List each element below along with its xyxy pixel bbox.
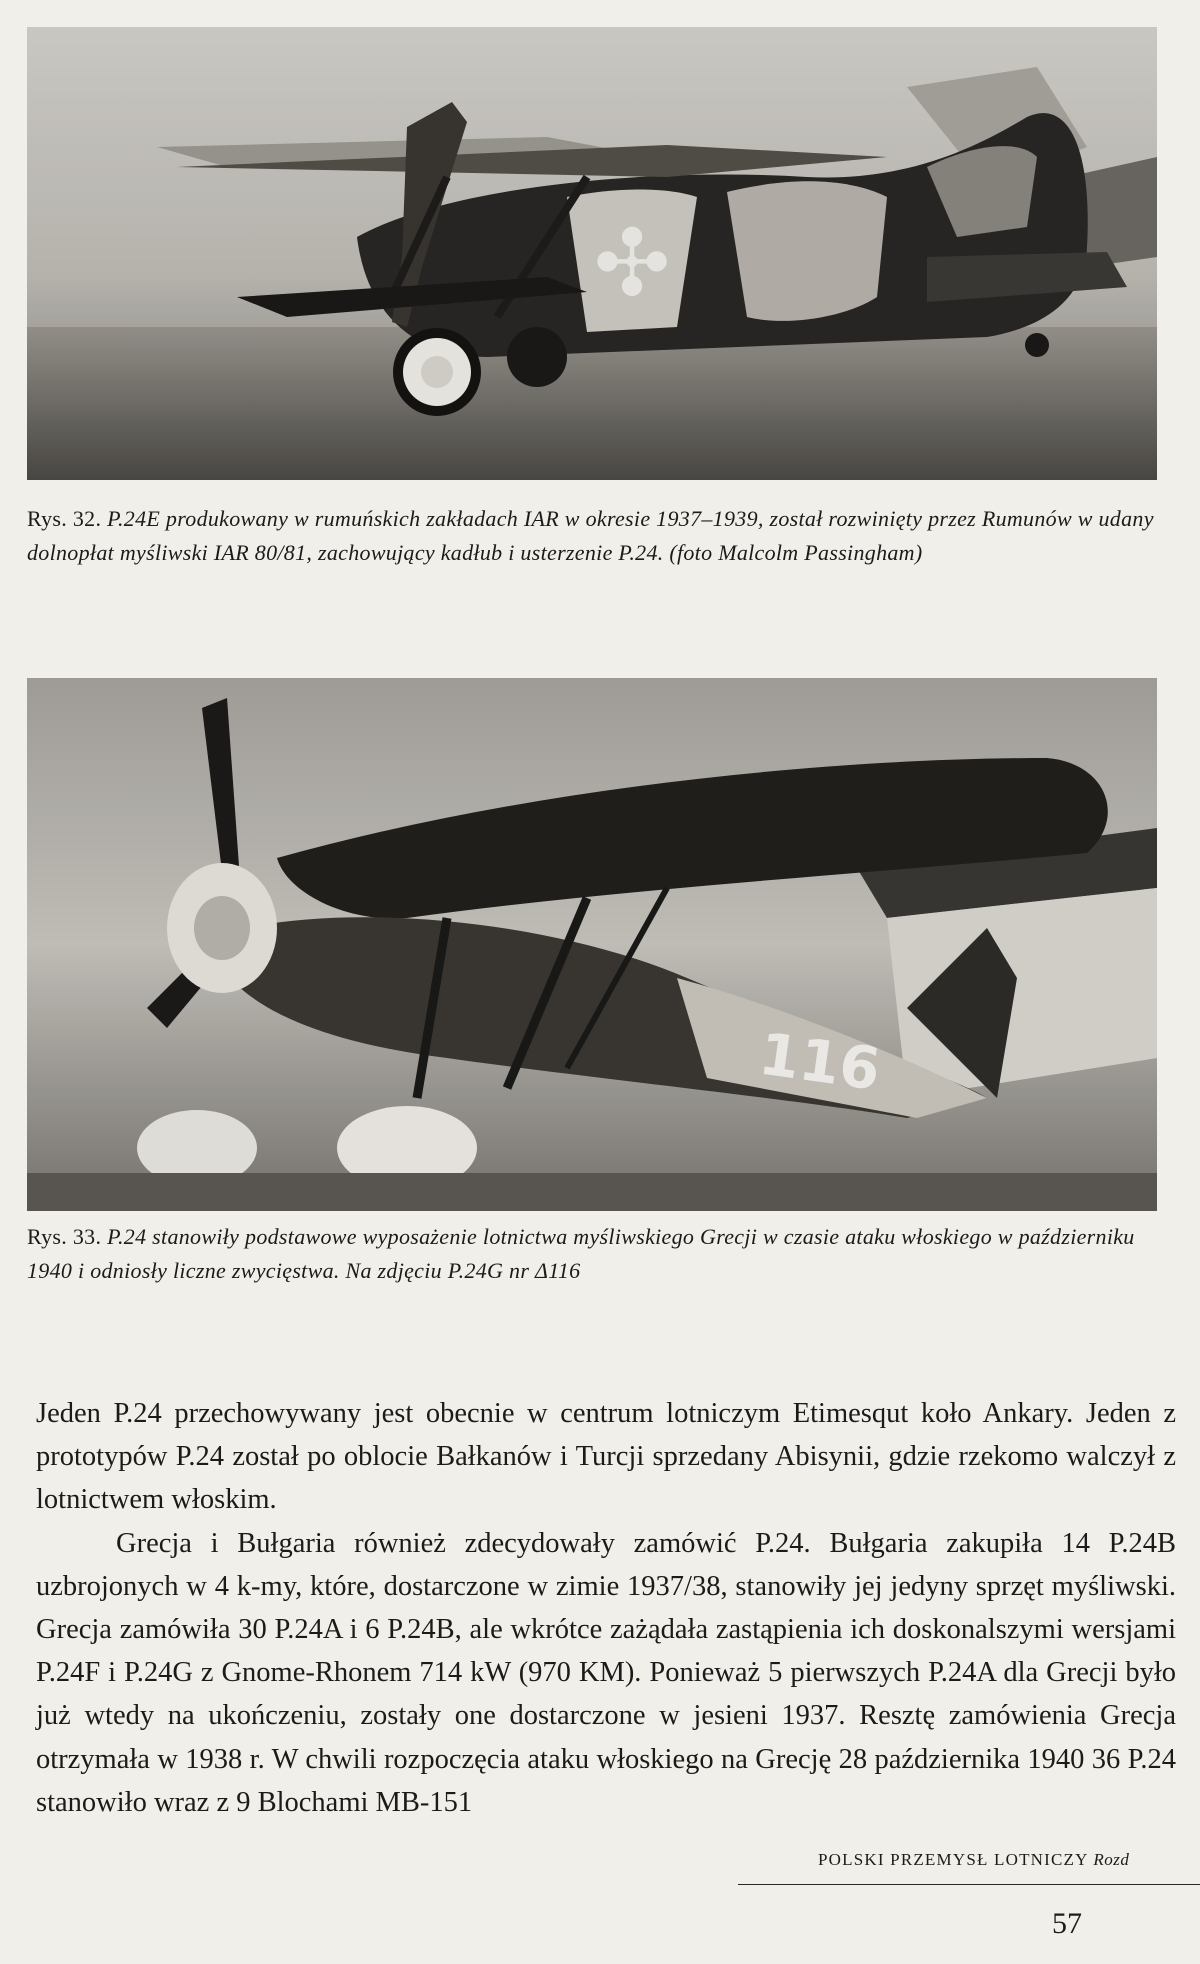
page-number: 57: [1052, 1907, 1082, 1940]
figure-caption-33: [27, 1220, 1167, 1288]
figure-caption-text-32: P.24E produkowany w rumuńskich zakładach IAR w okresie 1937–1939, został rozwinięty przez Rumunów w udany dolnopłat myśliwski IAR 80/81, zachowujący kadłub i usterzenie P.24. (foto Malcolm Passingham): [27, 506, 1154, 565]
aircraft-number-marking: 116: [755, 1019, 885, 1104]
running-head: [818, 1850, 1129, 1870]
photo-p24e-iar: [27, 27, 1157, 480]
running-head-chapter: Rozd: [1093, 1850, 1130, 1869]
body-text: [36, 1392, 1176, 1824]
figure-caption-32: [27, 502, 1167, 570]
photo-p24g-greece: [27, 678, 1157, 1211]
aircraft-photo-2: [27, 678, 1157, 1211]
footer-rule: [738, 1884, 1200, 1885]
cross-marking: ✣: [593, 210, 671, 317]
aircraft-photo-1: [27, 27, 1157, 480]
paragraph-2: Grecja i Bułgaria również zdecydowały zamówić P.24. Bułgaria zakupiła 14 P.24B uzbrojonych w 4 k-my, które, dostarczone w zimie 1937/38, stanowiły jej jedyny sprzęt myśliwski. Grecja zamówiła 30 P.24A i 6 P.24B, ale wkrótce zażądała zastąpienia ich doskonalszymi wersjami P.24F i P.24G z Gnome-Rhonem 714 kW (970 KM). Ponieważ 5 pierwszych P.24A dla Grecji było już wtedy na ukończeniu, zostały one dostarczone w jesieni 1937. Resztę zamówienia Grecja otrzymała w 1938 r. W chwili rozpoczęcia ataku włoskiego na Grecję 28 października 1940 36 P.24 stanowiło wraz z 9 Blochami MB-151: [36, 1527, 1176, 1818]
paragraph-1: Jeden P.24 przechowywany jest obecnie w centrum lotniczym Etimesqut koło Ankary. Jeden z prototypów P.24 został po oblocie Bałkanów i Turcji sprzedany Abisynii, gdzie rzekomo walczył z lotnictwem włoskim.: [36, 1398, 1176, 1516]
running-head-title: POLSKI PRZEMYSŁ LOTNICZY: [818, 1850, 1088, 1869]
figure-number-32: Rys. 32.: [27, 506, 102, 531]
figure-caption-text-33: P.24 stanowiły podstawowe wyposażenie lotnictwa myśliwskiego Grecji w czasie ataku włoskiego w październiku 1940 i odniosły liczne zwycięstwa. Na zdjęciu P.24G nr Δ116: [27, 1224, 1135, 1283]
figure-number-33: Rys. 33.: [27, 1224, 102, 1249]
